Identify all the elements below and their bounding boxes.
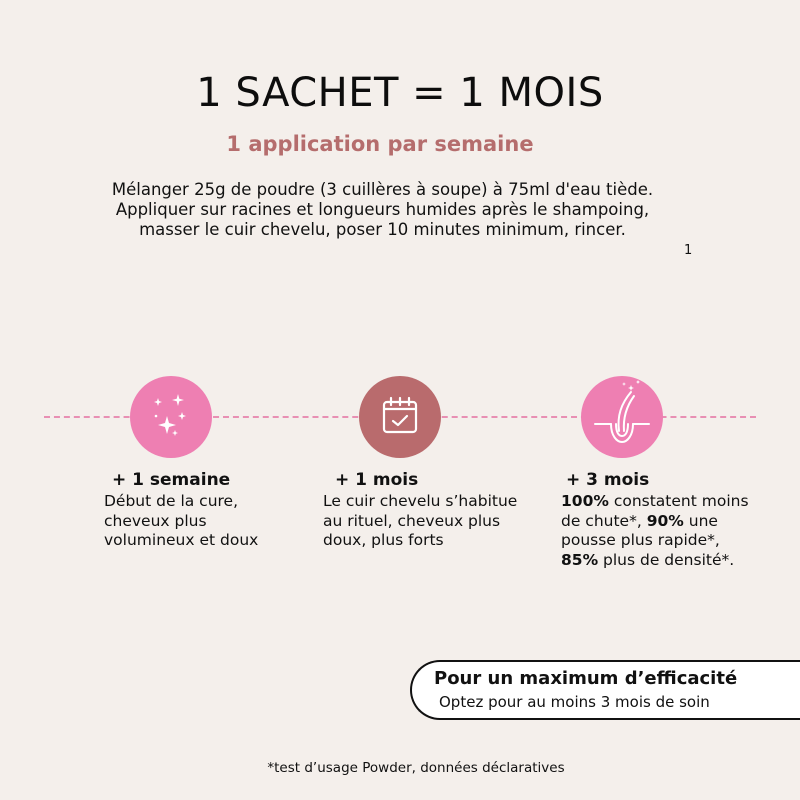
instruction-line: Mélanger 25g de poudre (3 cuillères à soupe) à 75ml d'eau tiède.	[111, 180, 654, 199]
step-3-description	[561, 492, 771, 570]
stat-value: 100%	[561, 492, 609, 510]
step-2-heading: + 1 mois	[335, 470, 419, 490]
step-2	[323, 470, 543, 551]
disclaimer: *test d’usage Powder, données déclaratives	[267, 760, 565, 776]
page-title: 1 SACHET = 1 MOIS	[196, 70, 604, 116]
step-2-circle	[359, 376, 441, 458]
step-3	[561, 470, 771, 570]
step-2-line: doux, plus forts	[323, 531, 444, 549]
sparkles-icon	[130, 376, 212, 458]
step-3-line	[561, 492, 771, 512]
stat-text: pousse plus rapide*,	[561, 531, 720, 549]
step-1-line: volumineux et doux	[104, 531, 259, 549]
cta-box	[410, 660, 800, 720]
stat-text: de chute*,	[561, 511, 647, 530]
calendar-check-icon	[359, 376, 441, 458]
page-subtitle: 1 application par semaine	[226, 132, 534, 156]
step-2-line: Le cuir chevelu s’habitue	[323, 492, 518, 510]
step-3-circle	[581, 376, 663, 458]
cta-title: Pour un maximum d’efficacité	[434, 668, 738, 689]
step-1	[104, 470, 304, 551]
cta-subtitle: Optez pour au moins 3 mois de soin	[439, 693, 710, 711]
step-1-description	[104, 492, 304, 551]
footnote-number: 1	[684, 243, 693, 258]
step-2-description	[323, 492, 543, 551]
step-3-line	[561, 531, 771, 551]
hair-follicle-icon	[581, 376, 663, 458]
step-1-line: cheveux plus	[104, 511, 207, 530]
stat-value: 85%	[561, 550, 599, 569]
step-3-heading: + 3 mois	[566, 470, 650, 490]
step-3-line	[561, 512, 771, 532]
step-1-heading: + 1 semaine	[112, 470, 231, 490]
stat-text: plus de densité*.	[598, 550, 735, 569]
instruction-line: Appliquer sur racines et longueurs humides après le shampoing,	[115, 200, 650, 219]
stat-value: 90%	[646, 511, 684, 530]
stat-text: une	[683, 511, 718, 530]
step-1-line: Début de la cure,	[104, 492, 239, 510]
step-1-circle	[130, 376, 212, 458]
step-3-line	[561, 551, 771, 571]
instruction-line: masser le cuir chevelu, poser 10 minutes minimum, rincer.	[139, 220, 626, 239]
stat-text: constatent moins	[608, 492, 749, 510]
step-2-line: au rituel, cheveux plus	[323, 511, 501, 530]
instructions	[0, 180, 765, 240]
